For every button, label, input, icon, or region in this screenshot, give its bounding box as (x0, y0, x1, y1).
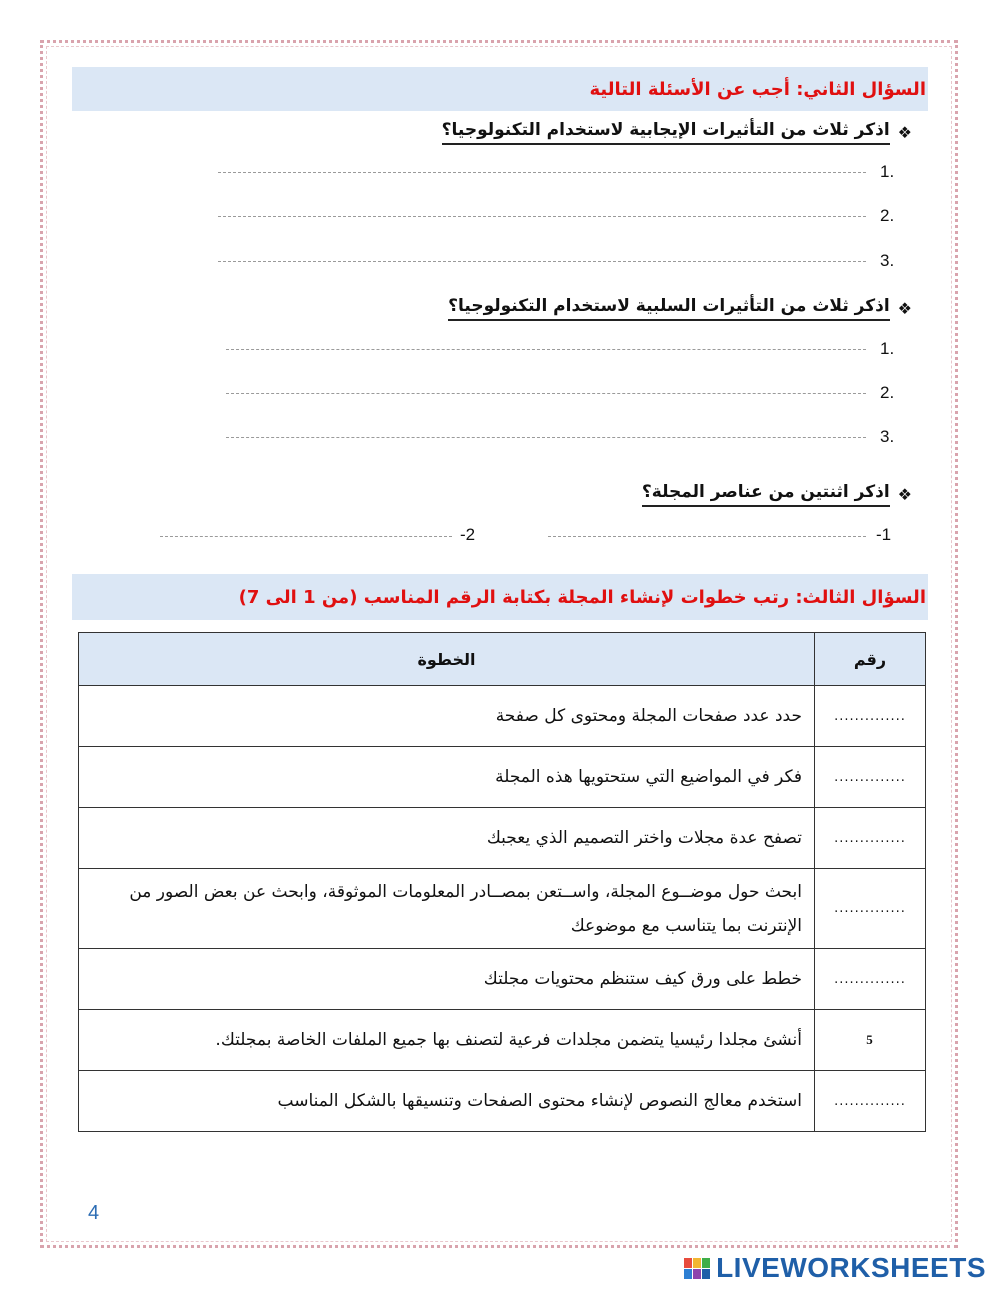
table-header-row (79, 633, 926, 686)
step-text: أنشئ مجلدا رئيسيا يتضمن مجلدات فرعية لتصنف بها جميع الملفات الخاصة بمجلتك. (79, 1010, 815, 1071)
order-input[interactable]: .............. (815, 808, 926, 869)
step-text: فكر في المواضيع التي ستحتويها هذه المجلة (79, 747, 815, 808)
table-row (79, 1071, 926, 1132)
table-row (79, 686, 926, 747)
order-input[interactable]: 5 (815, 1010, 926, 1071)
liveworksheets-wordmark: LIVEWORKSHEETS (716, 1252, 986, 1283)
q2-sub1-heading (442, 120, 912, 145)
order-input[interactable]: .............. (815, 1071, 926, 1132)
q3-title: السؤال الثالث: رتب خطوات لإنشاء المجلة بكتابة الرقم المناسب (من 1 الى 7) (238, 586, 926, 608)
order-input[interactable]: .............. (815, 686, 926, 747)
answer-line[interactable] (218, 261, 866, 262)
q2-sub3-question: اذكر اثنتين من عناصر المجلة؟ (642, 482, 890, 507)
q2-title-band (72, 67, 928, 111)
step-text: حدد عدد صفحات المجلة ومحتوى كل صفحة (79, 686, 815, 747)
header-step: الخطوة (79, 633, 815, 686)
step-text: ابحث حول موضــوع المجلة، واســتعن بمصــادر المعلومات الموثوقة، وابحث عن بعض الصور من الإنترنت بما يتناسب مع موضوعك (79, 869, 815, 949)
table-row (79, 949, 926, 1010)
answer-number: 2. (880, 383, 895, 402)
table-row (79, 747, 926, 808)
answer-line[interactable] (218, 216, 866, 217)
q2-sub2-question: اذكر ثلاث من التأثيرات السلبية لاستخدام التكنولوجيا؟ (448, 296, 890, 321)
liveworksheets-logo-icon (684, 1258, 710, 1279)
q3-title-band (72, 574, 928, 620)
diamond-bullet-icon: ❖ (897, 123, 912, 142)
answer-line[interactable] (226, 349, 866, 350)
answer-number: -2 (460, 525, 476, 544)
header-number: رقم (815, 633, 926, 686)
q2-sub1-question: اذكر ثلاث من التأثيرات الإيجابية لاستخدام التكنولوجيا؟ (442, 120, 890, 145)
answer-number: 1. (880, 339, 895, 358)
answer-number: 1. (880, 162, 895, 181)
table-row (79, 1010, 926, 1071)
page-number: 4 (88, 1202, 100, 1224)
answer-line[interactable] (160, 536, 452, 537)
answer-line[interactable] (218, 172, 866, 173)
step-text: خطط على ورق كيف ستنظم محتويات مجلتك (79, 949, 815, 1010)
q2-sub3-heading (642, 482, 912, 507)
q2-title: السؤال الثاني: أجب عن الأسئلة التالية (589, 78, 926, 100)
step-text: استخدم معالج النصوص لإنشاء محتوى الصفحات وتنسيقها بالشكل المناسب (79, 1071, 815, 1132)
diamond-bullet-icon: ❖ (897, 485, 912, 504)
table-row (79, 808, 926, 869)
answer-number: -1 (876, 525, 892, 544)
steps-table (78, 632, 926, 1132)
order-input[interactable]: .............. (815, 747, 926, 808)
answer-number: 3. (880, 427, 895, 446)
step-text: تصفح عدة مجلات واختر التصميم الذي يعجبك (79, 808, 815, 869)
q2-sub2-heading (448, 296, 912, 321)
answer-line[interactable] (548, 536, 866, 537)
table-row (79, 869, 926, 949)
liveworksheets-logo (684, 1252, 986, 1284)
answer-line[interactable] (226, 437, 866, 438)
answer-number: 2. (880, 206, 895, 225)
order-input[interactable]: .............. (815, 869, 926, 949)
order-input[interactable]: .............. (815, 949, 926, 1010)
answer-line[interactable] (226, 393, 866, 394)
answer-number: 3. (880, 251, 895, 270)
diamond-bullet-icon: ❖ (897, 299, 912, 318)
